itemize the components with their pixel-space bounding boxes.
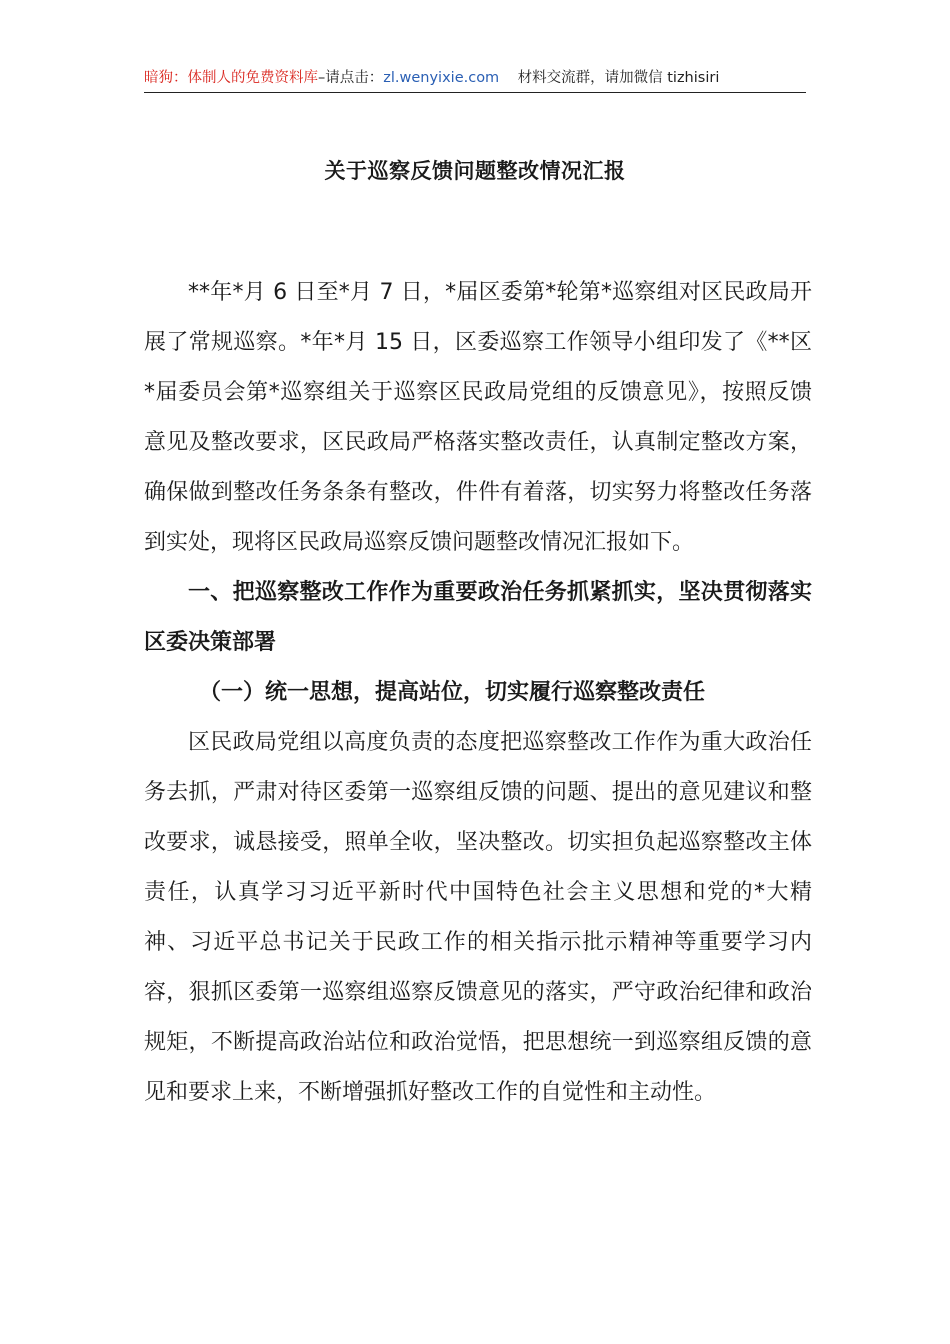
section-heading: 一、把巡察整改工作作为重要政治任务抓紧抓实，坚决贯彻落实区委决策部署: [144, 580, 812, 655]
intro-paragraph: **年*月 6 日至*月 7 日，*届区委第*轮第*巡察组对区民政局开展了常规巡察。*年*月 15 日，区委巡察工作领导小组印发了《**区*届委员会第*巡察组关于巡察区民政局党组的反馈意见》，按照反馈意见及整改要求，区民政局严格落实整改责任，认真制定整改方案，确保做到整改任务条条有整改，件件有着落，切实努力将整改任务落到实处，现将区民政局巡察反馈问题整改情况汇报如下。: [144, 280, 812, 555]
page-header: [144, 66, 806, 93]
document-title: 关于巡察反馈问题整改情况汇报: [324, 159, 626, 183]
header-contact-text: [499, 70, 719, 86]
header-promo-text: 暗狗：体制人的免费资料库: [144, 70, 318, 86]
subsection-heading: （一）统一思想，提高站位，切实履行巡察整改责任: [199, 680, 706, 705]
header-url-link[interactable]: zl.wenyixie.com: [383, 70, 500, 86]
document-body: [144, 268, 812, 1118]
header-link-prompt: –请点击：: [318, 70, 384, 86]
header-contact-value: 材料交流群，请加微信 tizhisiri: [517, 70, 720, 86]
subsection-paragraph: 区民政局党组以高度负责的态度把巡察整改工作作为重大政治任务去抓，严肃对待区委第一巡察组反馈的问题、提出的意见建议和整改要求，诚恳接受，照单全收，坚决整改。切实担负起巡察整改主体责任，认真学习习近平新时代中国特色社会主义思想和党的*大精神、习近平总书记关于民政工作的相关指示批示精神等重要学习内容，狠抓区委第一巡察组巡察反馈意见的落实，严守政治纪律和政治规矩，不断提高政治站位和政治觉悟，把思想统一到巡察组反馈的意见和要求上来，不断增强抓好整改工作的自觉性和主动性。: [144, 730, 812, 1105]
